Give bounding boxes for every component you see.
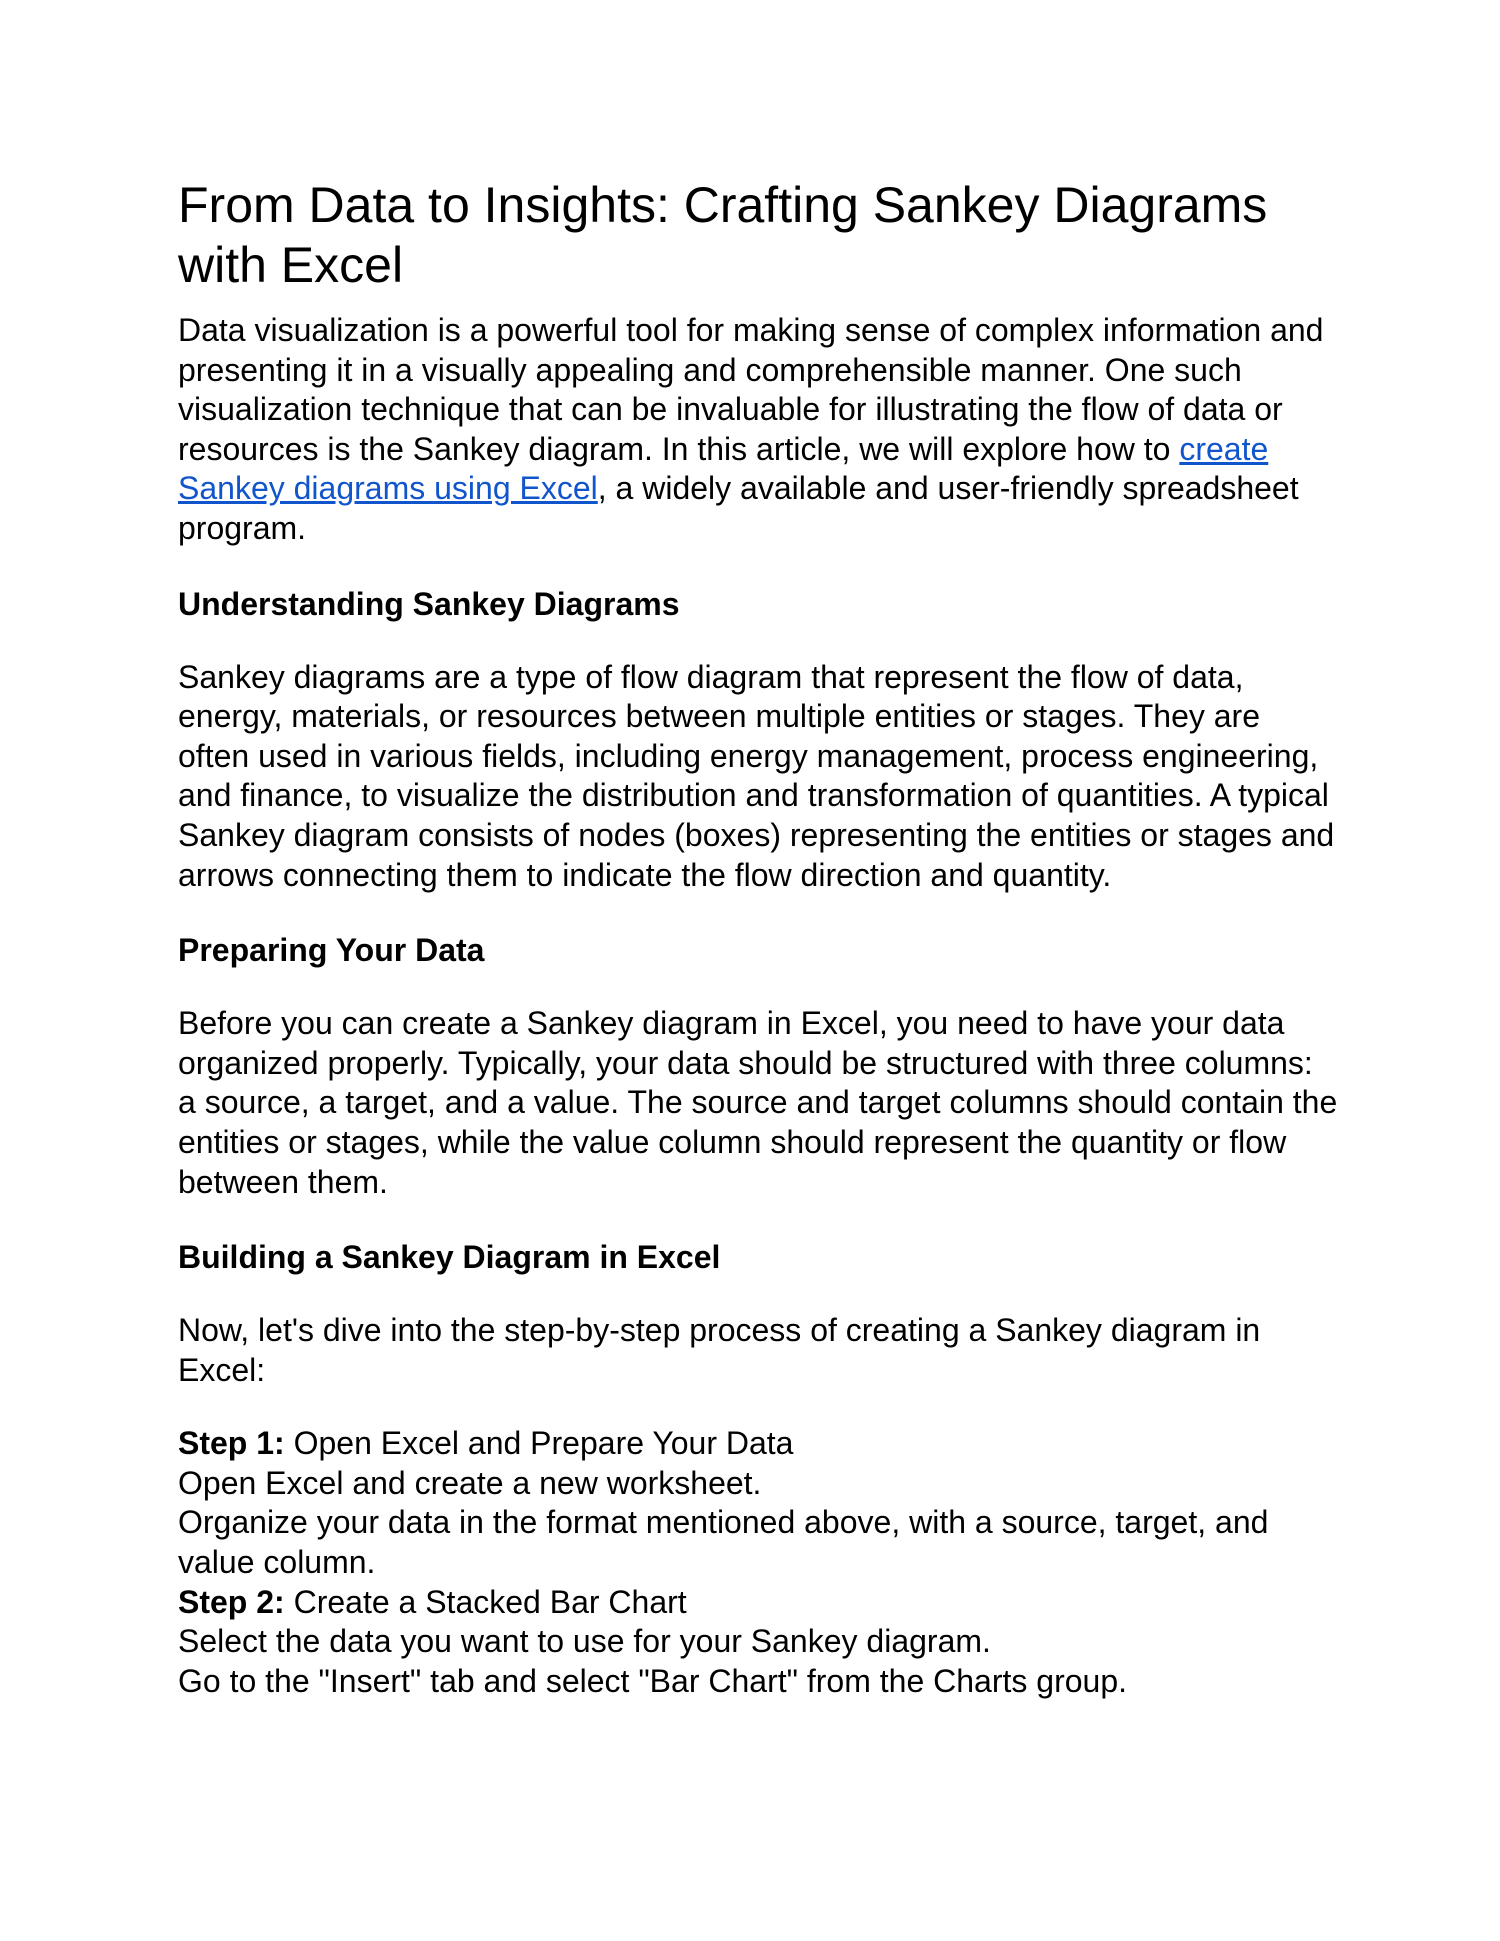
step-2-line: Select the data you want to use for your Sankey diagram. (178, 1623, 991, 1660)
section-body-building: Now, let's dive into the step-by-step process of creating a Sankey diagram in Excel: (178, 1312, 1261, 1388)
step-2-line: Go to the "Insert" tab and select "Bar Chart" from the Charts group. (178, 1662, 1127, 1699)
section-body-preparing: Before you can create a Sankey diagram in Excel, you need to have your data organized properly. Typically, your data should be structured with three columns: a source, a target, and a value. The source and target columns should contain the entities or stages, while the value column should represent the quantity or flow between them. (178, 1005, 1338, 1200)
section-heading-building: Building a Sankey Diagram in Excel (178, 1239, 721, 1276)
step-1-title: Open Excel and Prepare Your Data (284, 1425, 794, 1462)
sankey-excel-link[interactable]: create Sankey diagrams using Excel (178, 430, 1269, 507)
intro-text-before-link: Data visualization is a powerful tool for making sense of complex information and presenting it in a visually appealing and comprehensible manner. One such visualization technique that can be invaluable for illustrating the flow of data or resources is the Sankey diagram. In this article, we will explore how to (178, 312, 1324, 467)
step-2-heading (178, 1583, 1338, 1623)
page-title: From Data to Insights: Crafting Sankey Diagrams with Excel (178, 177, 1268, 293)
step-1-line: Open Excel and create a new worksheet. (178, 1464, 762, 1501)
step-1-heading (178, 1424, 1338, 1464)
document-content (178, 175, 1338, 1701)
step-2-title: Create a Stacked Bar Chart (284, 1583, 687, 1620)
step-2-label: Step 2: (178, 1583, 285, 1620)
section-heading-understanding: Understanding Sankey Diagrams (178, 585, 680, 622)
section-heading-preparing: Preparing Your Data (178, 932, 485, 969)
step-list (178, 1424, 1338, 1701)
intro-paragraph (178, 311, 1338, 549)
section-body-understanding: Sankey diagrams are a type of flow diagram that represent the flow of data, energy, materials, or resources between multiple entities or stages. They are often used in various fields, including energy management, process engineering, and finance, to visualize the distribution and transformation of quantities. A typical Sankey diagram consists of nodes (boxes) representing the entities or stages and arrows connecting them to indicate the flow direction and quantity. (178, 658, 1335, 893)
intro-text-after-link: , a widely available and user-friendly spreadsheet program. (178, 470, 1299, 546)
step-1-label: Step 1: (178, 1425, 285, 1462)
step-1-line: Organize your data in the format mentioned above, with a source, target, and value column. (178, 1504, 1269, 1581)
